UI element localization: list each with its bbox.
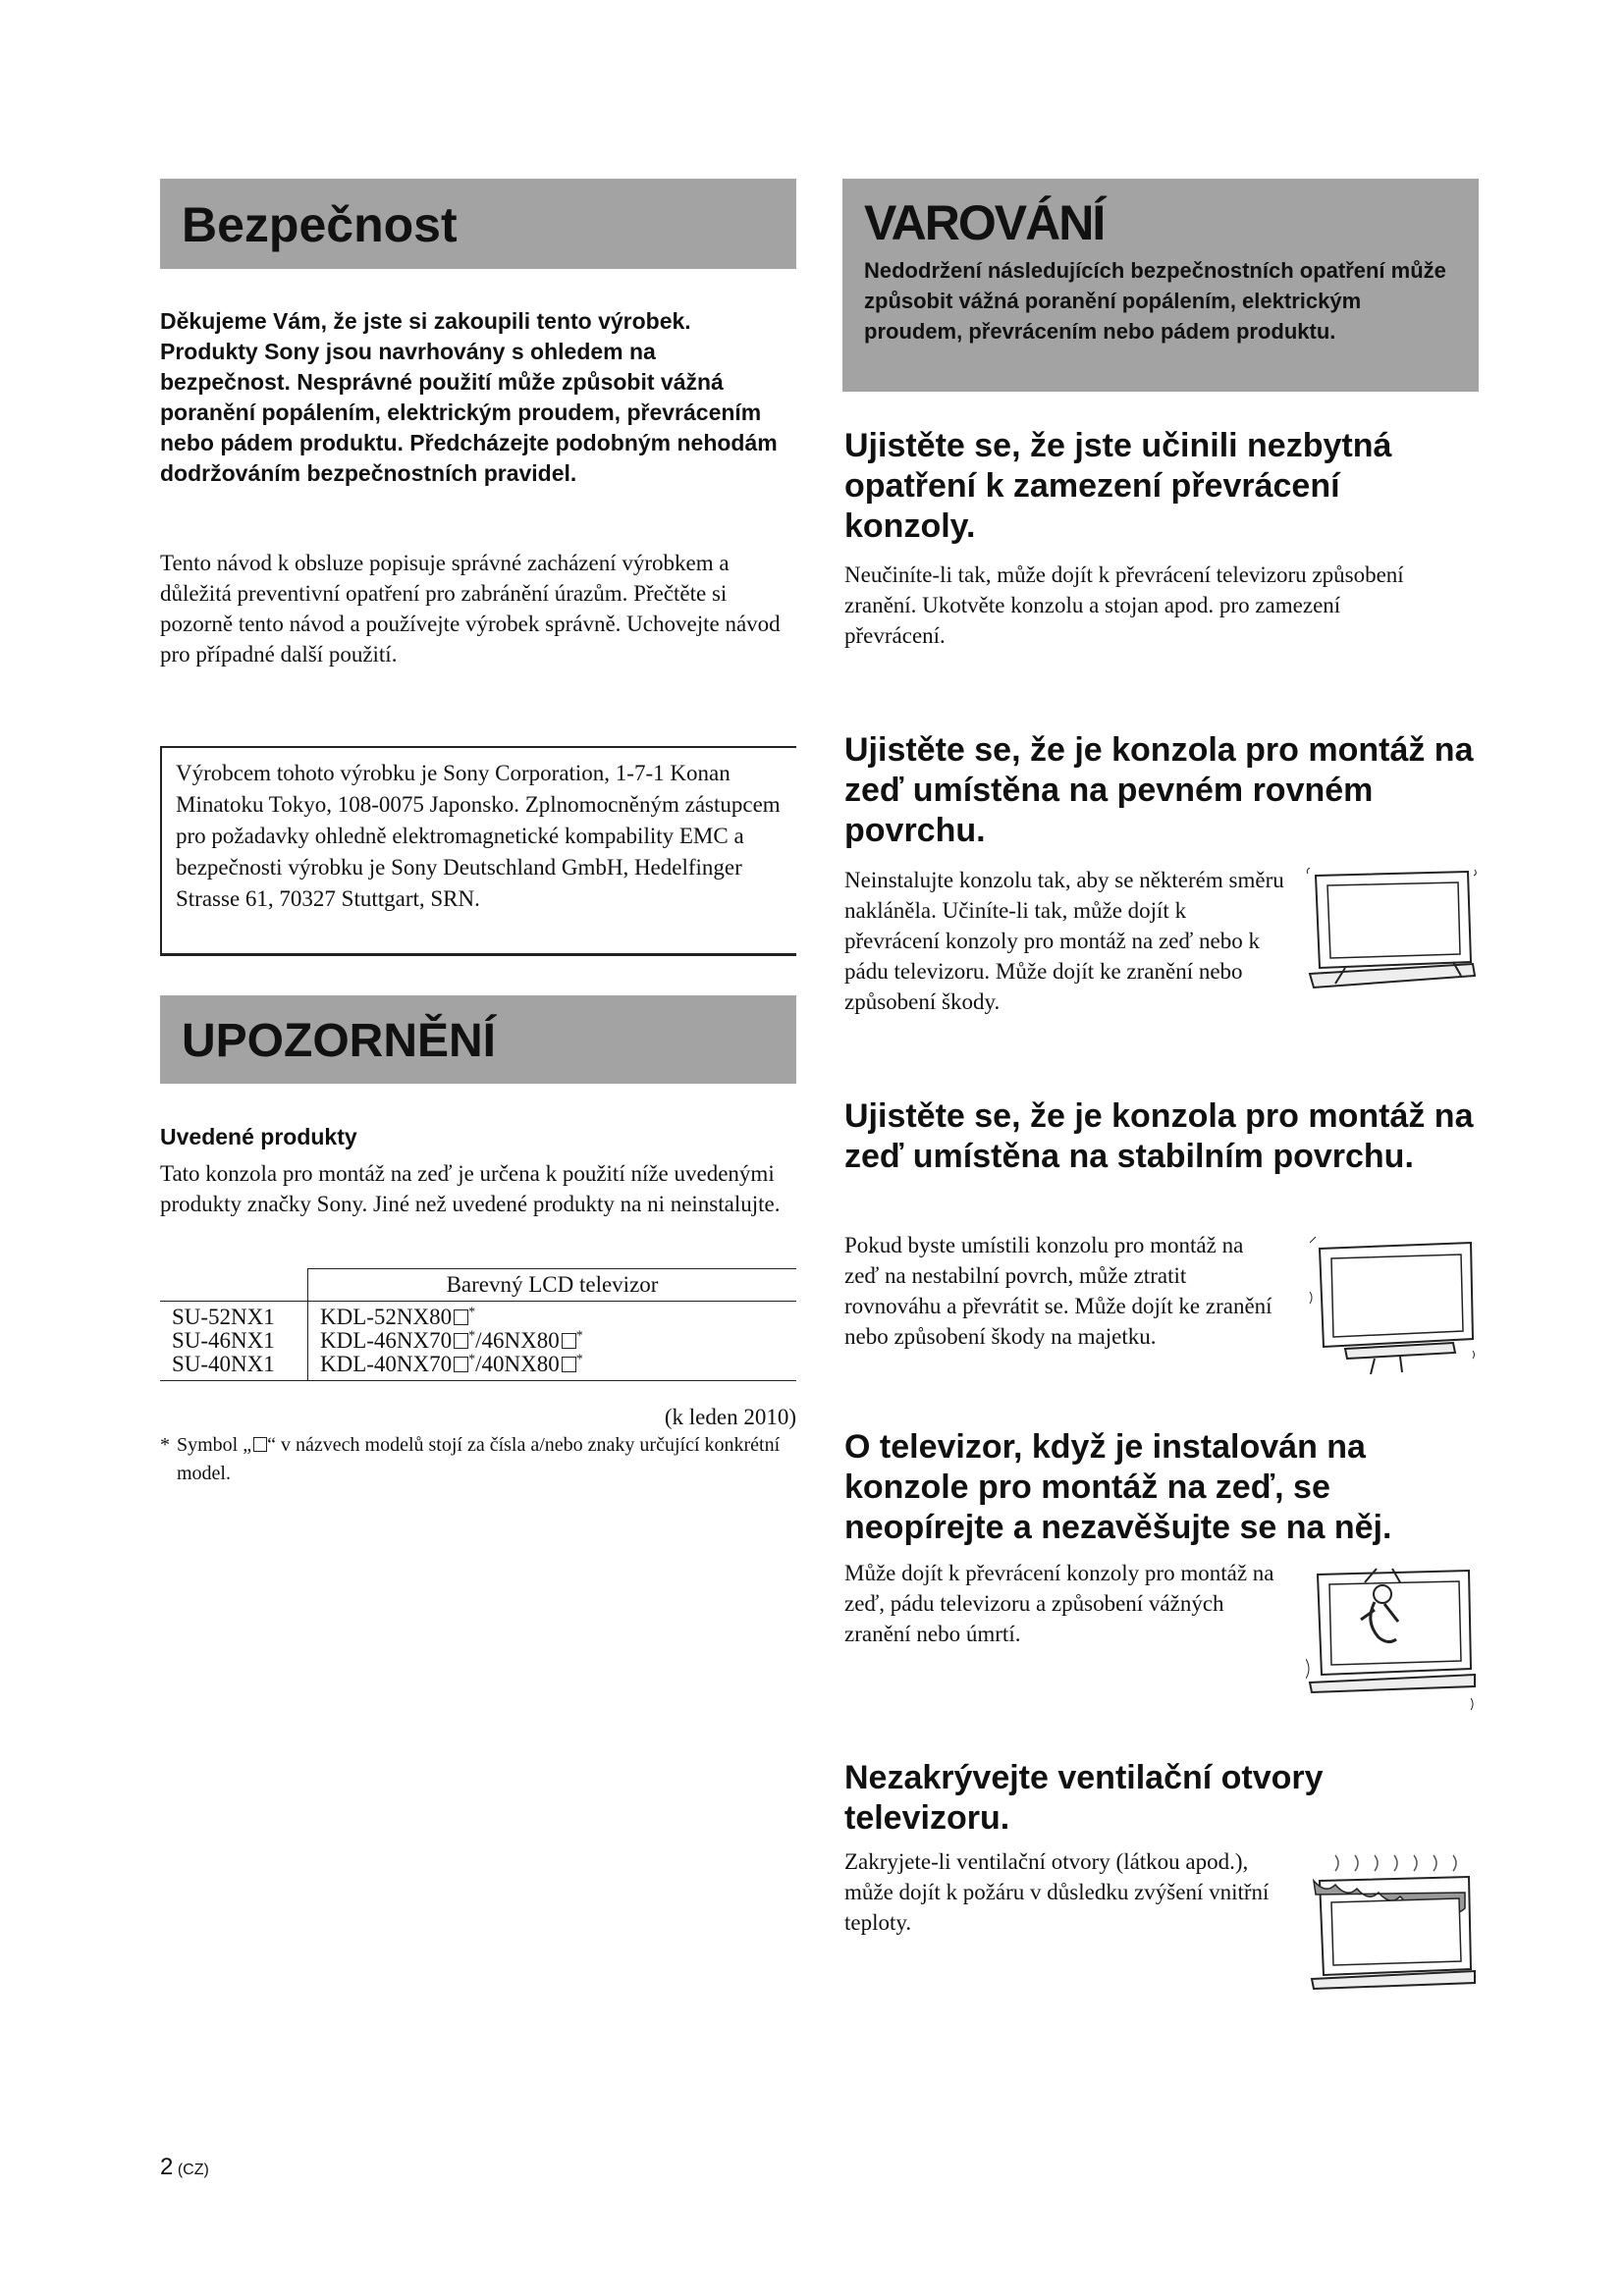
intro-text: Tento návod k obsluze popisuje správné zacházení výrobkem a důležitá preventivní opatření pro zabránění úrazům. Přečtěte si pozorně tento návod a používejte výrobek správně. Uchovejte návod pro případné další použití. [160,551,781,667]
section-text: Neučiníte-li tak, může dojít k převrácení televizoru způsobení zranění. Ukotvěte konzolu a stojan apod. pro zamezení převrácení. [844,562,1404,648]
manufacturer-box [160,746,796,956]
tv-unstable-illustration [1306,1233,1478,1380]
section-heading: O televizor, když je instalován na konzole pro montáž na zeď, se neopírejte a nezavěšujte se na něj. [844,1428,1392,1546]
warning-text: Nedodržení následujících bezpečnostních opatření může způsobit vážná poranění popálením, elektrickým proudem, převrácením nebo pádem produktu. [864,258,1446,344]
covered-vents-illustration [1306,1851,1478,1999]
caution-title: UPOZORNĚNÍ [182,1015,497,1067]
date-note: (k leden 2010) [664,1405,796,1429]
warning-banner [842,179,1479,392]
bracket-model: SU-52NX1 [172,1305,275,1329]
footnote: * Symbol „ “ v názvech modelů stojí za čísla a/nebo znaky určující konkrétní model. [160,1431,788,1488]
caution-banner [160,995,796,1084]
products-text: Tato konzola pro montáž na zeď je určena k použití níže uvedenými produkty značky Sony. Jiné než uvedené produkty na ni neinstalujte. [160,1161,781,1216]
page-language: (CZ) [177,2162,209,2178]
model-table [160,1268,796,1381]
section-text: Pokud byste umístili konzolu pro montáž na zeď na nestabilní povrch, může ztratit rovnováhu a převrátit se. Může dojít ke zranění nebo způsobení škody na majetku. [844,1233,1272,1349]
section-heading: Ujistěte se, že je konzola pro montáž na zeď umístěna na stabilním povrchu. [844,1097,1474,1175]
bracket-model: SU-40NX1 [172,1352,275,1376]
section-text: Zakryjete-li ventilační otvory (látkou apod.), může dojít k požáru v důsledku zvýšení vnitřní teploty. [844,1849,1270,1935]
section-heading: Nezakrývejte ventilační otvory televizoru. [844,1759,1324,1837]
footnote-star: * [160,1434,170,1456]
section-text: Může dojít k převrácení konzoly pro montáž na zeď, pádu televizoru a způsobení vážných zranění nebo úmrtí. [844,1561,1274,1646]
page-title: Bezpečnost [182,197,458,252]
title-banner [160,179,796,269]
tv-model-row: KDL-40NX70 */40NX80 * [320,1352,583,1376]
tv-tilted-illustration [1306,868,1478,995]
tv-model-row: KDL-46NX70 */46NX80 * [320,1328,583,1353]
section-heading: Ujistěte se, že jste učinili nezbytná opatření k zamezení převrácení konzoly. [844,427,1392,545]
section-text: Neinstalujte konzolu tak, aby se některém směru nakláněla. Učiníte-li tak, může dojít k převrácení konzoly pro montáž na zeď nebo k pádu televizoru. Může dojít ke zranění nebo způsobení škody. [844,868,1284,1014]
person-hanging-on-tv-illustration [1306,1561,1478,1713]
bracket-model: SU-46NX1 [172,1328,275,1353]
section-heading: Ujistěte se, že je konzola pro montáž na zeď umístěna na pevném rovném povrchu. [844,731,1474,849]
intro-bold: Děkujeme Vám, že jste si zakoupili tento výrobek. Produkty Sony jsou navrhovány s ohledem na bezpečnost. Nesprávné použití může způsobit vážná poranění popálením, elektrickým proudem, převrácením nebo pádem produktu. Předcházejte podobným nehodám dodržováním bezpečnostních pravidel. [160,308,778,486]
manufacturer-text: Výrobcem tohoto výrobku je Sony Corporation, 1-7-1 Konan Minatoku Tokyo, 108-0075 Japonsko. Zplnomocněným zástupcem pro požadavky ohledně elektromagnetické kompability EMC a bezpečnosti výrobku je Sony Deutschland GmbH, Hedelfinger Strasse 61, 70327 Stuttgart, SRN. [176,761,781,911]
table-header: Barevný LCD televizor [308,1269,797,1302]
page-footer [160,2154,209,2181]
page-number: 2 [160,2154,174,2180]
warning-title: VAROVÁNÍ [864,195,1105,250]
tv-model-row: KDL-52NX80 * [320,1305,476,1329]
products-heading: Uvedené produkty [160,1124,357,1149]
